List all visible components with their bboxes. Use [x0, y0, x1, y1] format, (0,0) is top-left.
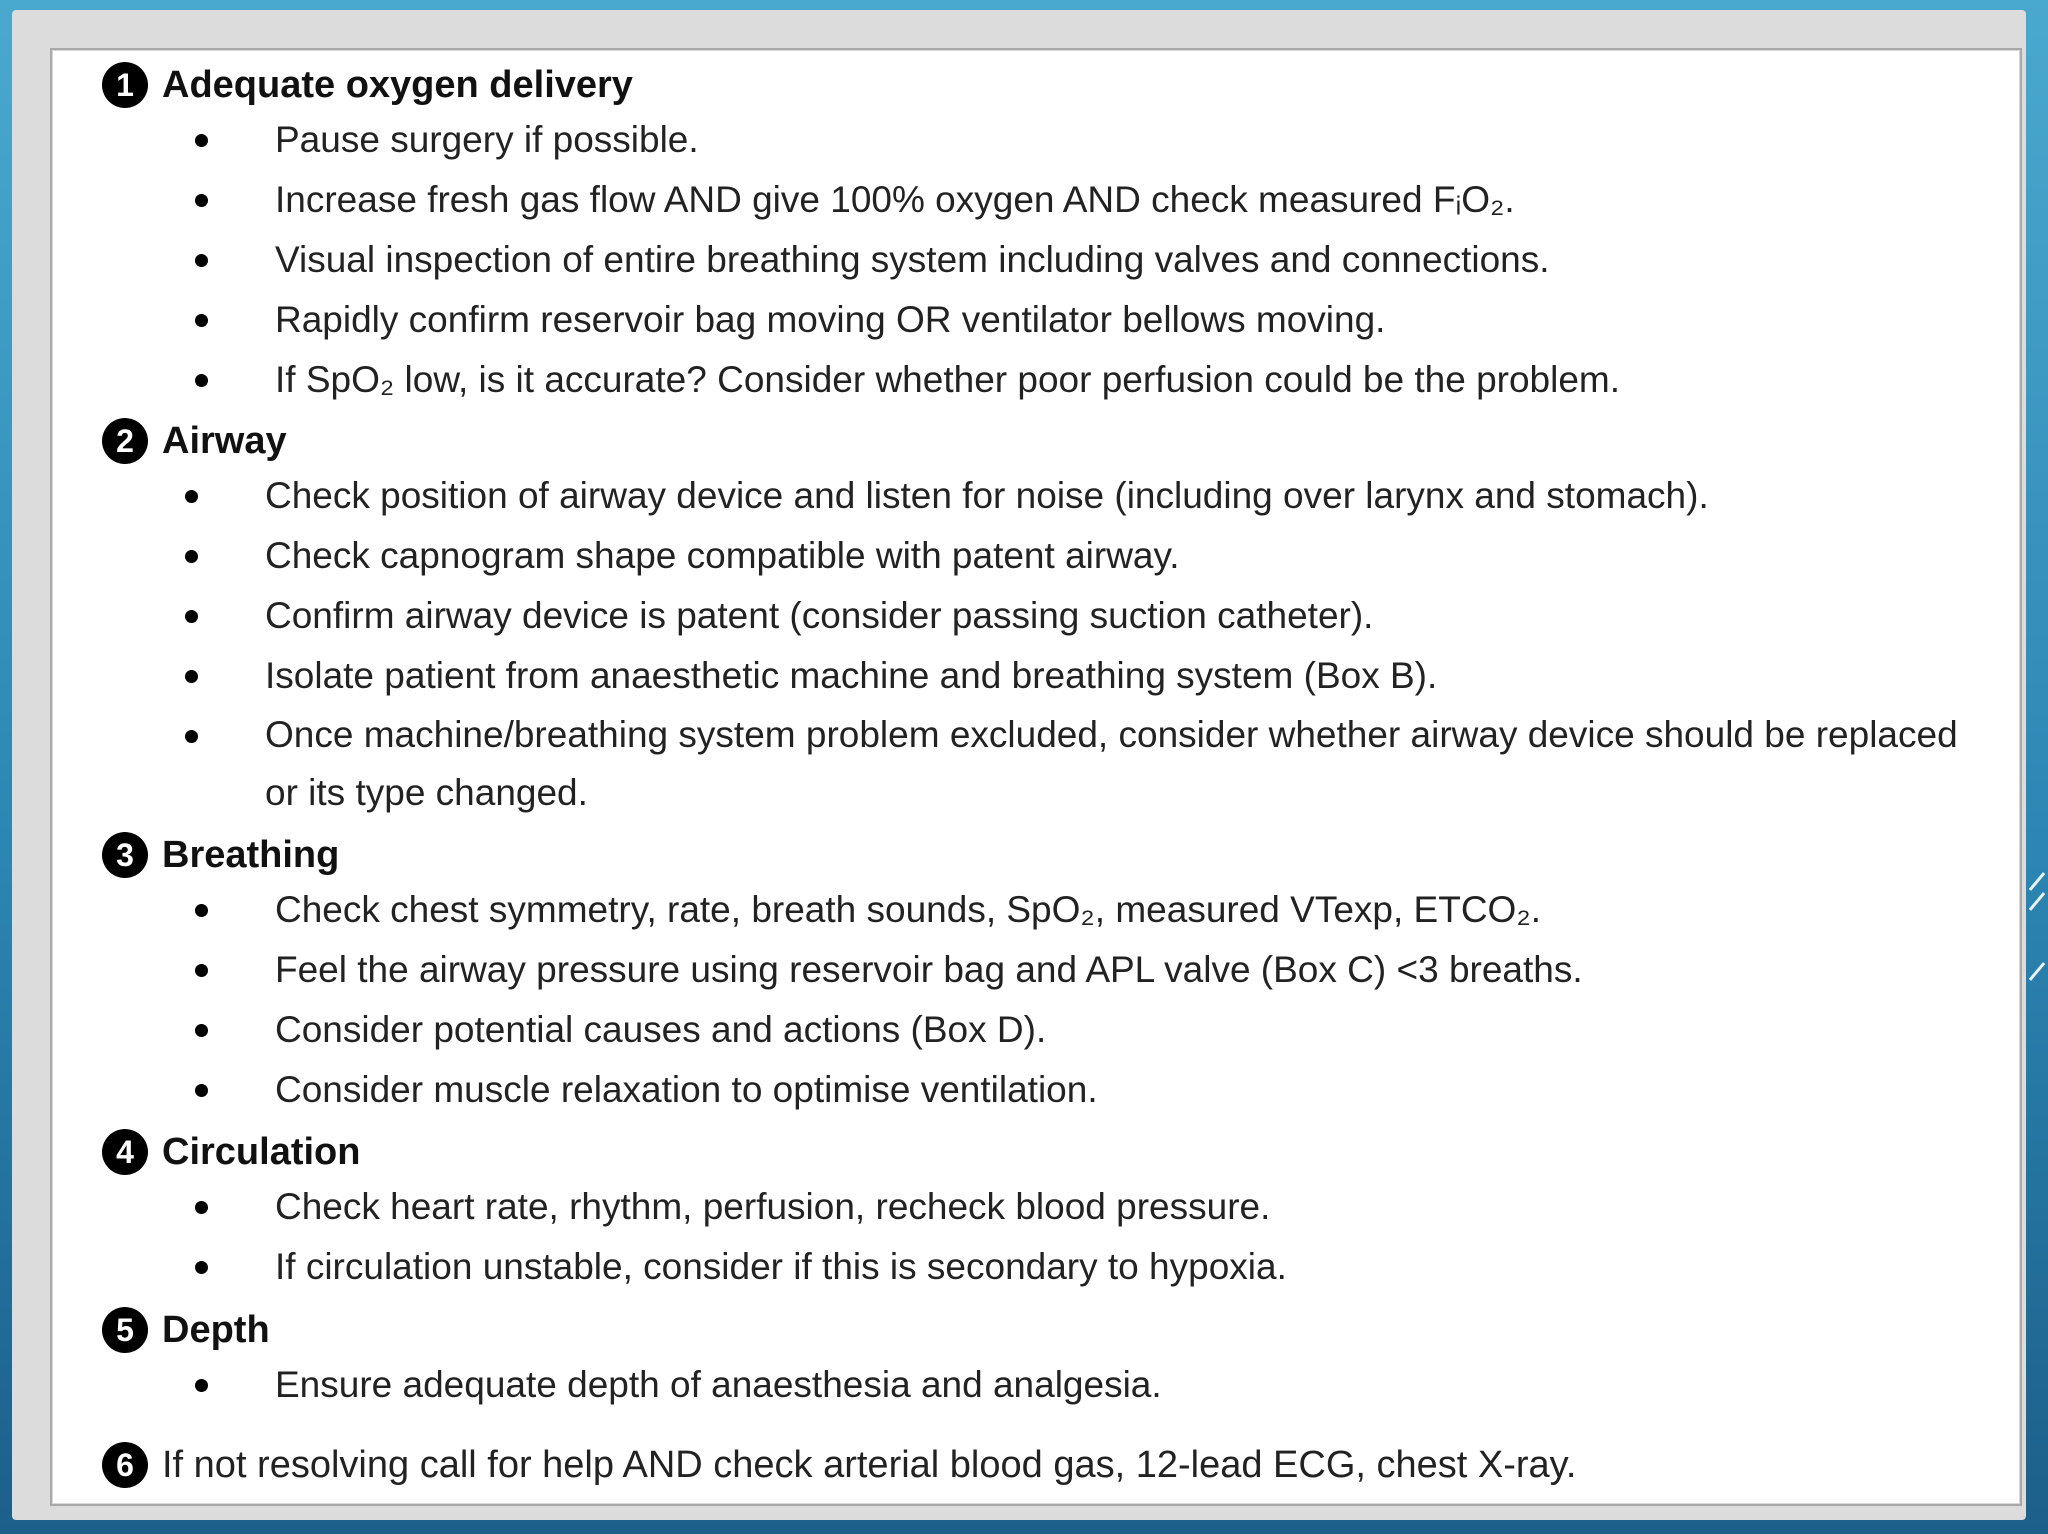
slide-frame: [12, 10, 2026, 1520]
bullet-icon: [185, 610, 198, 623]
bullet-icon: [185, 550, 198, 563]
list-item: Visual inspection of entire breathing system including valves and connections.: [195, 230, 1620, 290]
bullet-icon: [195, 904, 208, 917]
number-badge-2: 2: [102, 418, 148, 464]
section-airway: [102, 416, 1985, 822]
list-item: Confirm airway device is patent (consider passing suction catheter).: [185, 586, 1985, 646]
number-badge-6: 6: [102, 1442, 148, 1488]
list-item: Once machine/breathing system problem excluded, consider whether airway device should be replaced or its type changed.: [185, 706, 1985, 822]
bullet-icon: [195, 1024, 208, 1037]
list-item: Ensure adequate depth of anaesthesia and analgesia.: [195, 1355, 1162, 1415]
section-heading: [102, 60, 1620, 110]
final-text: If not resolving call for help AND check arterial blood gas, 12-lead ECG, chest X-ray.: [162, 1443, 1577, 1486]
bullet-icon: [195, 374, 208, 387]
section-circulation: [102, 1127, 1287, 1297]
list-item: Feel the airway pressure using reservoir bag and APL valve (Box C) <3 breaths.: [195, 940, 1583, 1000]
list-item: If SpO₂ low, is it accurate? Consider whether poor perfusion could be the problem.: [195, 350, 1620, 410]
bullet-icon: [195, 1084, 208, 1097]
section-depth: [102, 1305, 1162, 1415]
list-item: Check capnogram shape compatible with patent airway.: [185, 526, 1985, 586]
bullet-icon: [195, 1261, 208, 1274]
item-list: [195, 1355, 1162, 1415]
section-title: Adequate oxygen delivery: [162, 63, 633, 106]
section-title: Breathing: [162, 833, 340, 876]
item-list: [195, 110, 1620, 410]
number-badge-1: 1: [102, 62, 148, 108]
section-oxygen-delivery: [102, 60, 1620, 410]
list-item: Increase fresh gas flow AND give 100% oxygen AND check measured FᵢO₂.: [195, 170, 1620, 230]
bullet-icon: [195, 254, 208, 267]
bullet-icon: [185, 670, 198, 683]
section-heading: [102, 830, 1583, 880]
list-item: Rapidly confirm reservoir bag moving OR ventilator bellows moving.: [195, 290, 1620, 350]
list-item: Isolate patient from anaesthetic machine and breathing system (Box B).: [185, 646, 1985, 706]
section-heading: [102, 416, 1985, 466]
bullet-icon: [195, 1379, 208, 1392]
bullet-icon: [195, 964, 208, 977]
bullet-icon: [195, 194, 208, 207]
item-list: [195, 1177, 1287, 1297]
list-item: If circulation unstable, consider if this is secondary to hypoxia.: [195, 1237, 1287, 1297]
checklist-panel: [50, 48, 2022, 1506]
list-item: Check heart rate, rhythm, perfusion, recheck blood pressure.: [195, 1177, 1287, 1237]
list-item: Consider potential causes and actions (Box D).: [195, 1000, 1583, 1060]
section-breathing: [102, 830, 1583, 1120]
number-badge-4: 4: [102, 1129, 148, 1175]
list-item: Pause surgery if possible.: [195, 110, 1620, 170]
bullet-icon: [195, 314, 208, 327]
section-title: Depth: [162, 1308, 270, 1351]
bullet-icon: [185, 490, 198, 503]
final-instruction: [102, 1440, 1576, 1490]
bullet-icon: [195, 134, 208, 147]
item-list: [185, 466, 1985, 822]
list-item: Check position of airway device and listen for noise (including over larynx and stomach).: [185, 466, 1985, 526]
list-item: Consider muscle relaxation to optimise ventilation.: [195, 1060, 1583, 1120]
section-title: Airway: [162, 419, 287, 462]
slide-decoration: [2028, 860, 2048, 1040]
bullet-icon: [185, 730, 198, 743]
bullet-icon: [195, 1201, 208, 1214]
section-heading: [102, 1305, 1162, 1355]
number-badge-5: 5: [102, 1307, 148, 1353]
number-badge-3: 3: [102, 832, 148, 878]
section-heading: [102, 1127, 1287, 1177]
item-list: [195, 880, 1583, 1120]
list-item: Check chest symmetry, rate, breath sounds, SpO₂, measured VTexp, ETCO₂.: [195, 880, 1583, 940]
section-title: Circulation: [162, 1130, 361, 1173]
